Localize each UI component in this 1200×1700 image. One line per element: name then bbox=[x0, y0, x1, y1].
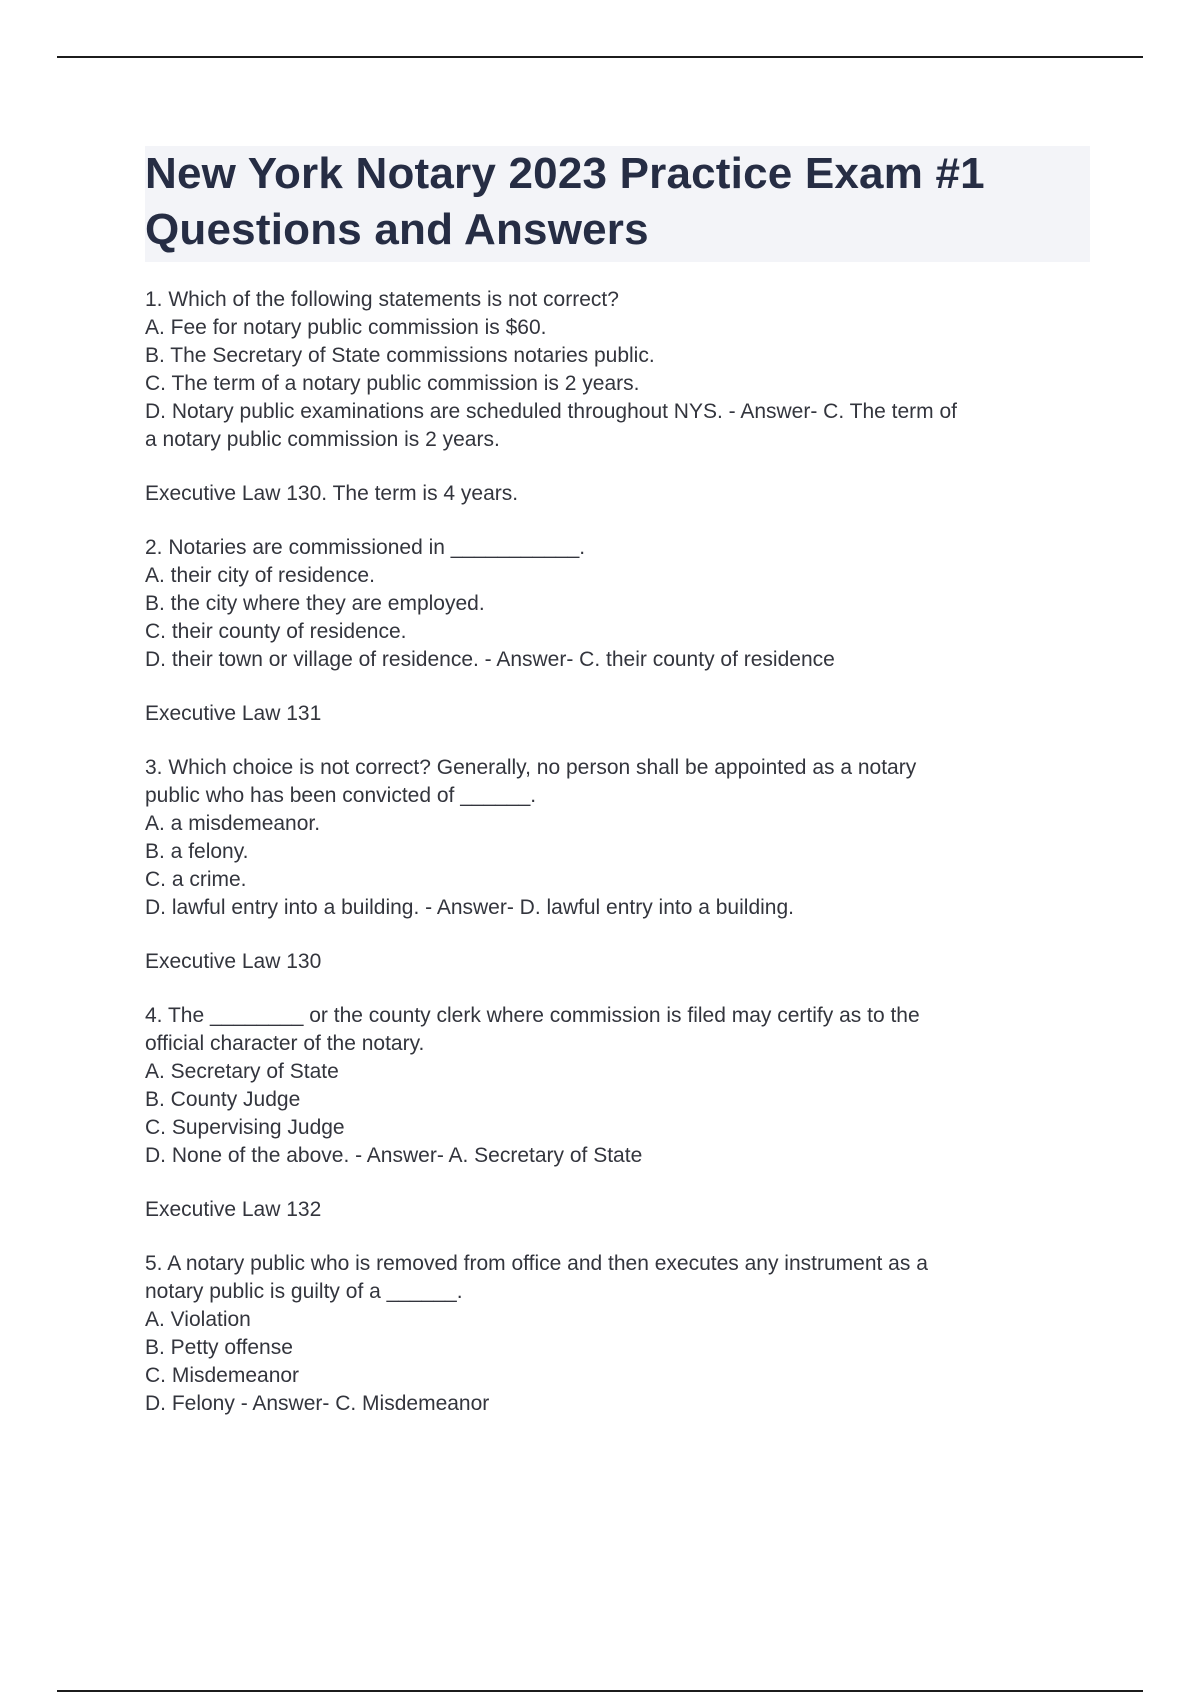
page-title bbox=[145, 146, 1090, 258]
question-3-option-a: A. a misdemeanor. bbox=[145, 812, 321, 835]
question-5-prompt-continued: notary public is guilty of a ______. bbox=[145, 1280, 463, 1303]
question-4 bbox=[145, 1002, 1090, 1170]
question-1 bbox=[145, 286, 1090, 454]
top-divider bbox=[57, 56, 1143, 58]
question-1-option-a: A. Fee for notary public commission is $60. bbox=[145, 316, 547, 339]
question-1-option-d-answer: D. Notary public examinations are scheduled throughout NYS. - Answer- C. The term of bbox=[145, 400, 957, 423]
question-3-prompt: 3. Which choice is not correct? Generally, no person shall be appointed as a notary bbox=[145, 756, 917, 779]
question-5-option-c: C. Misdemeanor bbox=[145, 1364, 300, 1387]
question-4-option-a: A. Secretary of State bbox=[145, 1060, 339, 1083]
question-1-answer-continued: a notary public commission is 2 years. bbox=[145, 428, 500, 451]
page-title-line: Questions and Answers bbox=[145, 205, 649, 254]
question-2-prompt: 2. Notaries are commissioned in ___________. bbox=[145, 536, 586, 559]
question-2-option-d-answer: D. their town or village of residence. - Answer- C. their county of residence bbox=[145, 648, 835, 671]
question-1-prompt: 1. Which of the following statements is not correct? bbox=[145, 288, 619, 311]
question-1-reference: Executive Law 130. The term is 4 years. bbox=[145, 482, 519, 505]
question-5-option-d-answer: D. Felony - Answer- C. Misdemeanor bbox=[145, 1392, 490, 1415]
title-band bbox=[145, 146, 1090, 262]
question-4-prompt-continued: official character of the notary. bbox=[145, 1032, 425, 1055]
question-5-option-b: B. Petty offense bbox=[145, 1336, 293, 1359]
question-3 bbox=[145, 754, 1090, 922]
question-3-option-b: B. a felony. bbox=[145, 840, 249, 863]
question-1-option-c: C. The term of a notary public commission is 2 years. bbox=[145, 372, 640, 395]
question-2-option-c: C. their county of residence. bbox=[145, 620, 407, 643]
question-4-reference: Executive Law 132 bbox=[145, 1198, 322, 1221]
question-2-option-b: B. the city where they are employed. bbox=[145, 592, 485, 615]
question-2 bbox=[145, 534, 1090, 674]
question-3-option-d-answer: D. lawful entry into a building. - Answer- D. lawful entry into a building. bbox=[145, 896, 794, 919]
question-3-option-c: C. a crime. bbox=[145, 868, 247, 891]
page-content bbox=[145, 146, 1090, 1444]
question-3-reference: Executive Law 130 bbox=[145, 950, 322, 973]
question-4-option-c: C. Supervising Judge bbox=[145, 1116, 345, 1139]
question-5-prompt: 5. A notary public who is removed from office and then executes any instrument as a bbox=[145, 1252, 928, 1275]
question-5 bbox=[145, 1250, 1090, 1418]
question-4-prompt: 4. The ________ or the county clerk where commission is filed may certify as to the bbox=[145, 1004, 920, 1027]
page-title-line: New York Notary 2023 Practice Exam #1 bbox=[145, 149, 985, 198]
question-4-option-d-answer: D. None of the above. - Answer- A. Secretary of State bbox=[145, 1144, 643, 1167]
question-5-option-a: A. Violation bbox=[145, 1308, 251, 1331]
question-2-option-a: A. their city of residence. bbox=[145, 564, 375, 587]
question-1-option-b: B. The Secretary of State commissions notaries public. bbox=[145, 344, 655, 367]
question-3-prompt-continued: public who has been convicted of ______. bbox=[145, 784, 537, 807]
bottom-divider bbox=[57, 1690, 1143, 1692]
question-2-reference: Executive Law 131 bbox=[145, 702, 322, 725]
question-4-option-b: B. County Judge bbox=[145, 1088, 301, 1111]
